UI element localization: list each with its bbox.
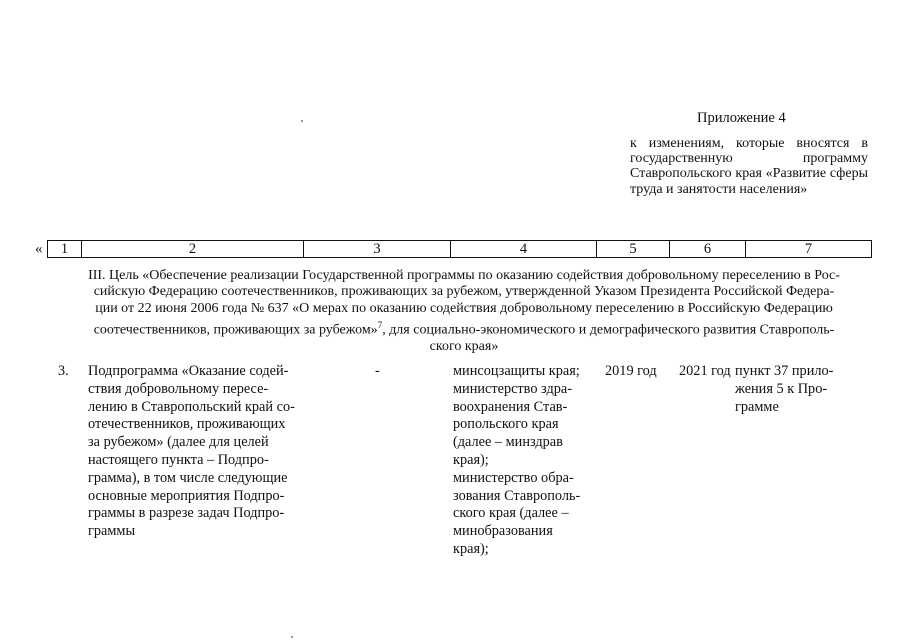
section-heading: III. Цель «Обеспечение реализации Государственной программы по оказанию содействия добровольному переселению в Рос- сийскую Федерацию соотечественников, проживающих за рубежом, утвержденной Указом Президента Российской Федера- ции от 22 июня 2006 года № 637 «О мерах по оказанию содействия добровольному переселению в Российскую Федерацию соотечественников, проживающих за рубежом»$^7$, для социально-экономического и демографического развития Ставрополь- ского края» (88, 268, 840, 355)
scan-speck (291, 636, 293, 638)
heading-line-4-tail: , для социально-экономического и демографического развития Ставрополь- (382, 322, 835, 338)
appendix-subtitle: к изменениям, которые вносятся в государственную программу Ставропольского края «Развитие сферы труда и занятости населения» (630, 136, 868, 197)
column-number-4: 4 (451, 241, 597, 258)
start-year: 2019 год (605, 363, 657, 379)
column-number-5: 5 (597, 241, 670, 258)
column-number-1: 1 (48, 241, 82, 258)
column-number-6: 6 (670, 241, 746, 258)
end-year: 2021 год (679, 363, 731, 379)
column-number-header-table (47, 240, 872, 258)
scan-speck (301, 120, 303, 122)
subprogram-title: Подпрограмма «Оказание содей- ствия добровольному пересе- лению в Ставропольский край со- отечественников, проживающих за рубежом» (далее для целей настоящего пункта – Подпро- грамма), в том числе следующие основные мероприятия Подпро- граммы в разрезе задач Подпро- граммы (88, 363, 295, 540)
heading-line-4-text: соотечественников, проживающих за рубежом» (93, 322, 378, 338)
program-reference: пункт 37 прило- жения 5 к Про- грамме (735, 363, 834, 415)
appendix-title: Приложение 4 (697, 110, 786, 126)
footnote-marker: 7 (377, 320, 383, 331)
column-number-7: 7 (746, 241, 872, 258)
header-row (48, 241, 872, 258)
table-opening-quote: « (35, 241, 43, 257)
column-number-2: 2 (82, 241, 304, 258)
row-number: 3. (58, 363, 69, 379)
column-3-dash: - (375, 363, 380, 379)
column-number-3: 3 (304, 241, 451, 258)
responsible-executors: минсоцзащиты края; министерство здра- воохранения Став- ропольского края (далее – минздрав края); министерство обра- зования Ставрополь- ского края (далее – минобразования края); (453, 363, 581, 557)
